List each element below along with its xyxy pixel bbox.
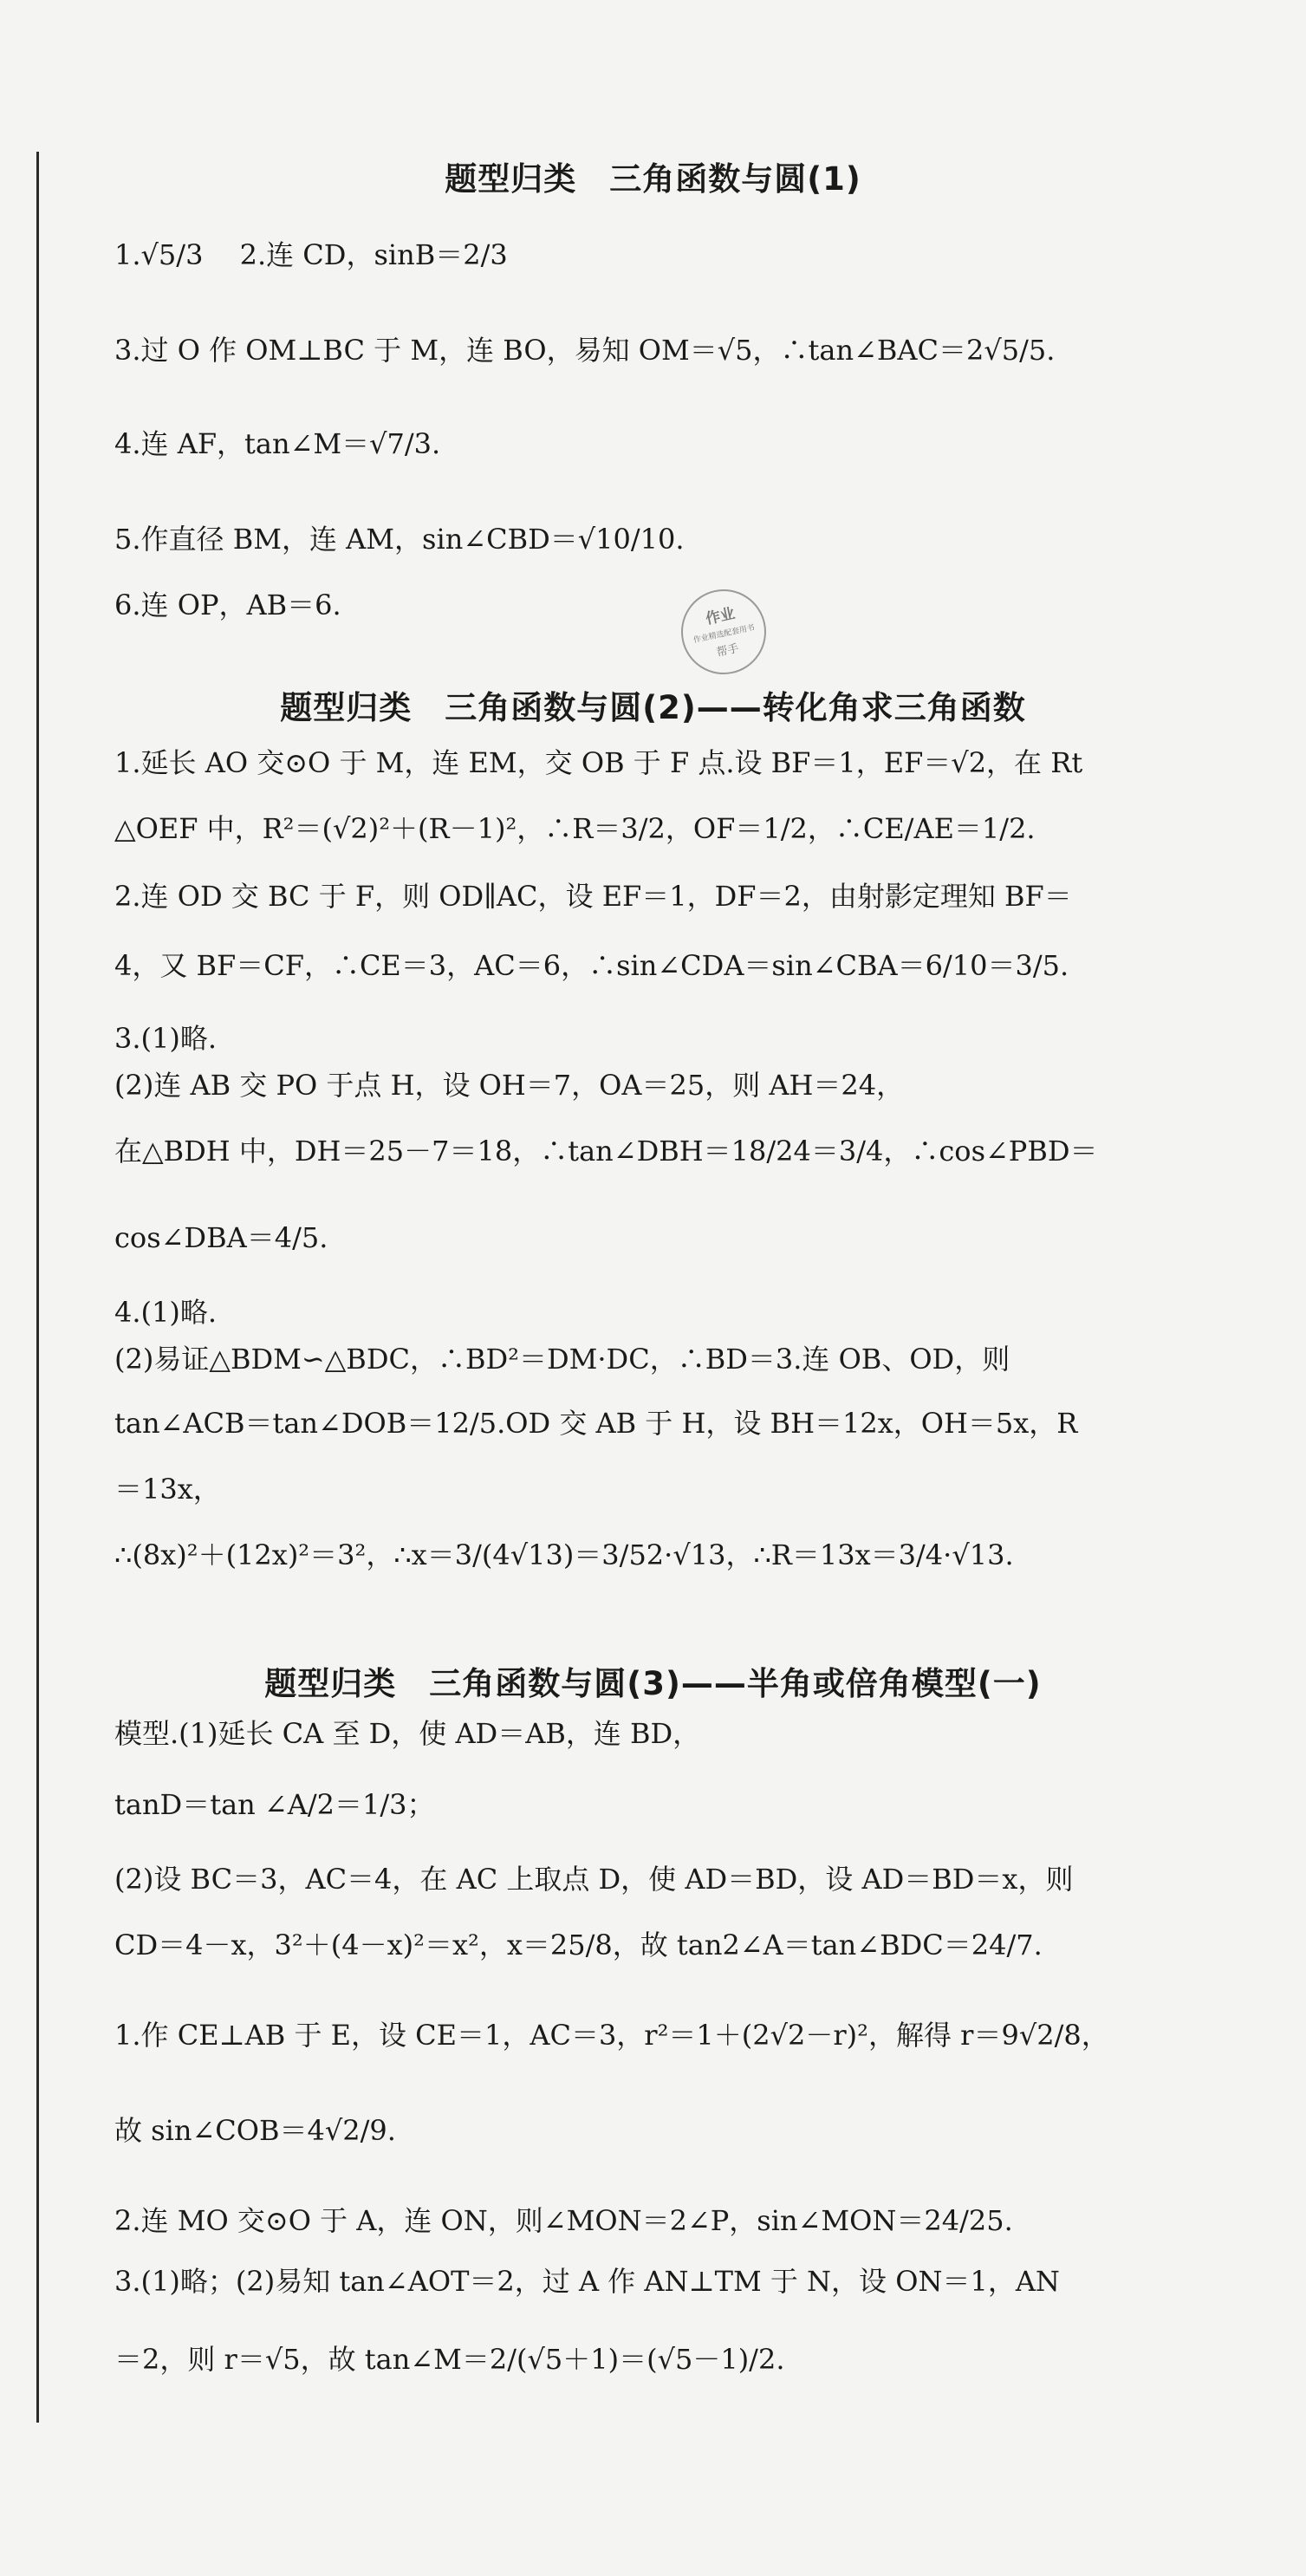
s2-line-10: (2)易证△BDM∽△BDC，∴BD²＝DM·DC，∴BD＝3.连 OB、OD，则 xyxy=(114,1343,1010,1376)
s2-line-3: 2.连 OD 交 BC 于 F，则 OD∥AC，设 EF＝1，DF＝2，由射影定理知 BF＝ xyxy=(114,880,1072,913)
s1-line-5: 6.连 OP，AB＝6. xyxy=(114,589,341,621)
stamp-text-1: 作业 xyxy=(704,605,737,628)
s2-line-13: ∴(8x)²＋(12x)²＝3²，∴x＝3/(4√13)＝3/52·√13，∴R＝13x＝3/4·√13. xyxy=(114,1538,1014,1571)
s2-line-11: tan∠ACB＝tan∠DOB＝12/5.OD 交 AB 于 H，设 BH＝12x，OH＝5x，R xyxy=(114,1407,1078,1440)
s2-line-7: 在△BDH 中，DH＝25－7＝18，∴tan∠DBH＝18/24＝3/4，∴cos∠PBD＝ xyxy=(114,1135,1098,1168)
s2-line-6: (2)连 AB 交 PO 于点 H，设 OH＝7，OA＝25，则 AH＝24， xyxy=(114,1069,905,1102)
s3-line-2: tanD＝tan ∠A/2＝1/3； xyxy=(114,1788,435,1821)
s2-line-12: ＝13x， xyxy=(114,1473,221,1506)
s2-line-1: 1.延长 AO 交⊙O 于 M，连 EM，交 OB 于 F 点.设 BF＝1，EF＝√2，在 Rt xyxy=(114,746,1083,779)
s3-line-6: 故 sin∠COB＝4√2/9. xyxy=(114,2114,396,2147)
s2-line-9: 4.(1)略. xyxy=(114,1296,218,1329)
s3-line-1: 模型.(1)延长 CA 至 D，使 AD＝AB，连 BD， xyxy=(114,1717,701,1750)
s1-line-4: 5.作直径 BM，连 AM，sin∠CBD＝√10/10. xyxy=(114,523,685,556)
s3-line-7: 2.连 MO 交⊙O 于 A，连 ON，则∠MON＝2∠P，sin∠MON＝24/25. xyxy=(114,2204,1013,2237)
s2-line-4: 4，又 BF＝CF，∴CE＝3，AC＝6，∴sin∠CDA＝sin∠CBA＝6/10＝3/5. xyxy=(114,949,1069,982)
s3-line-8: 3.(1)略；(2)易知 tan∠AOT＝2，过 A 作 AN⊥TM 于 N，设 ON＝1，AN xyxy=(114,2265,1060,2298)
s3-line-3: (2)设 BC＝3，AC＝4，在 AC 上取点 D，使 AD＝BD，设 AD＝BD＝x，则 xyxy=(114,1863,1074,1896)
section-1-title: 题型归类 三角函数与圆(1) xyxy=(445,160,861,198)
stamp-text-2: 作业精选配套用书 xyxy=(692,623,756,646)
s1-line-1: 1.√5/3 2.连 CD，sinB＝2/3 xyxy=(114,238,508,271)
s2-line-2: △OEF 中，R²＝(√2)²＋(R－1)²，∴R＝3/2，OF＝1/2，∴CE/AE＝1/2. xyxy=(114,812,1036,845)
s3-line-5: 1.作 CE⊥AB 于 E，设 CE＝1，AC＝3，r²＝1＋(2√2－r)²，解得 r＝9√2/8， xyxy=(114,2019,1109,2052)
stamp-text-3: 帮手 xyxy=(715,641,740,660)
s3-line-4: CD＝4－x，3²＋(4－x)²＝x²，x＝25/8，故 tan2∠A＝tan∠BDC＝24/7. xyxy=(114,1929,1043,1961)
section-3-title: 题型归类 三角函数与圆(3)——半角或倍角模型(一) xyxy=(264,1665,1042,1702)
s2-line-5: 3.(1)略. xyxy=(114,1022,218,1055)
s1-line-2: 3.过 O 作 OM⊥BC 于 M，连 BO，易知 OM＝√5，∴tan∠BAC＝2√5/5. xyxy=(114,334,1056,367)
left-margin-rule xyxy=(36,152,39,2423)
s2-line-8: cos∠DBA＝4/5. xyxy=(114,1221,328,1254)
s3-line-9: ＝2，则 r＝√5，故 tan∠M＝2/(√5＋1)＝(√5－1)/2. xyxy=(114,2343,785,2376)
s1-line-3: 4.连 AF，tan∠M＝√7/3. xyxy=(114,427,441,460)
section-2-title: 题型归类 三角函数与圆(2)——转化角求三角函数 xyxy=(280,689,1026,726)
